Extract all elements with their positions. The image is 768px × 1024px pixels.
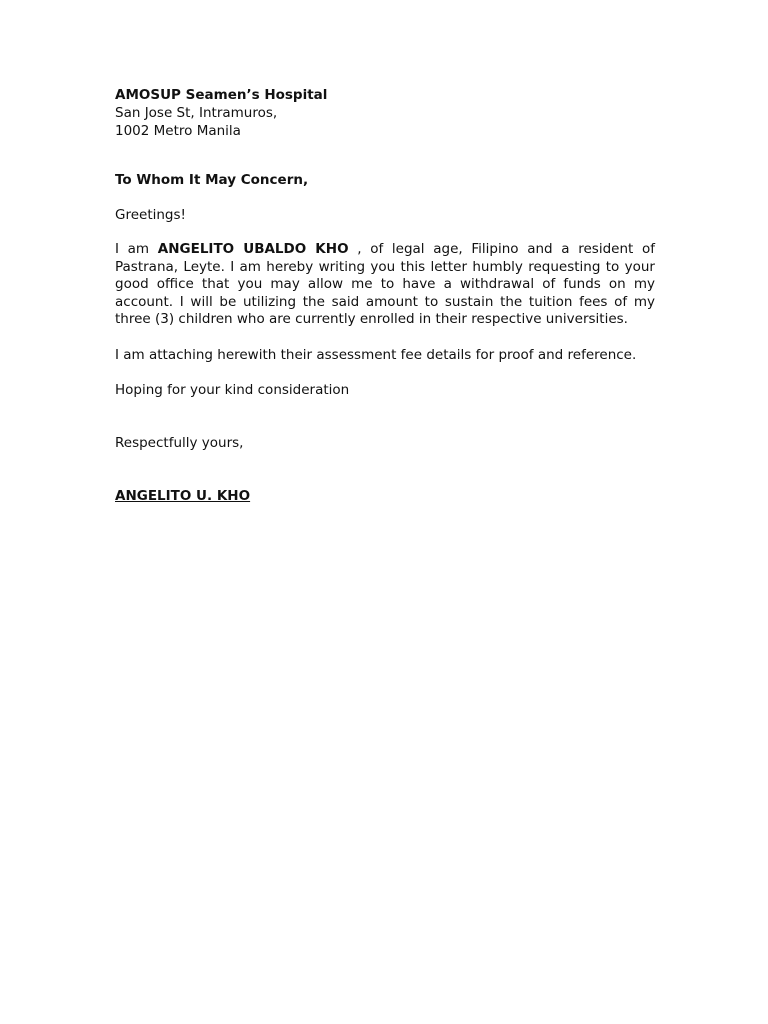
closing: Respectfully yours,: [115, 434, 244, 451]
address-line-2: 1002 Metro Manila: [115, 123, 241, 139]
attachment-paragraph: I am attaching herewith their assessment fee details for proof and reference.: [115, 346, 637, 363]
body-intro: I am: [115, 241, 158, 257]
salutation: To Whom It May Concern,: [115, 172, 309, 188]
address-line-1: San Jose St, Intramuros,: [115, 105, 278, 121]
recipient-address: [115, 86, 655, 140]
writer-full-name: ANGELITO UBALDO KHO: [157, 241, 349, 257]
letter-page: [115, 86, 655, 505]
body-text: , of legal age, Filipino and a resident of Pastrana, Leyte. I am hereby writing you this letter humbly requesting to your good office that you may allow me to have a withdrawal of funds on my account. I will be utilizing the said amount to sustain the tuition fees of my three (3) children who are currently enrolled in their respective universities.: [115, 241, 655, 327]
recipient-name: AMOSUP Seamen’s Hospital: [115, 87, 328, 103]
consideration-paragraph: Hoping for your kind consideration: [115, 381, 350, 398]
body-paragraph: [115, 241, 655, 329]
greeting: Greetings!: [115, 207, 186, 223]
signature-name: ANGELITO U. KHO: [115, 487, 251, 504]
